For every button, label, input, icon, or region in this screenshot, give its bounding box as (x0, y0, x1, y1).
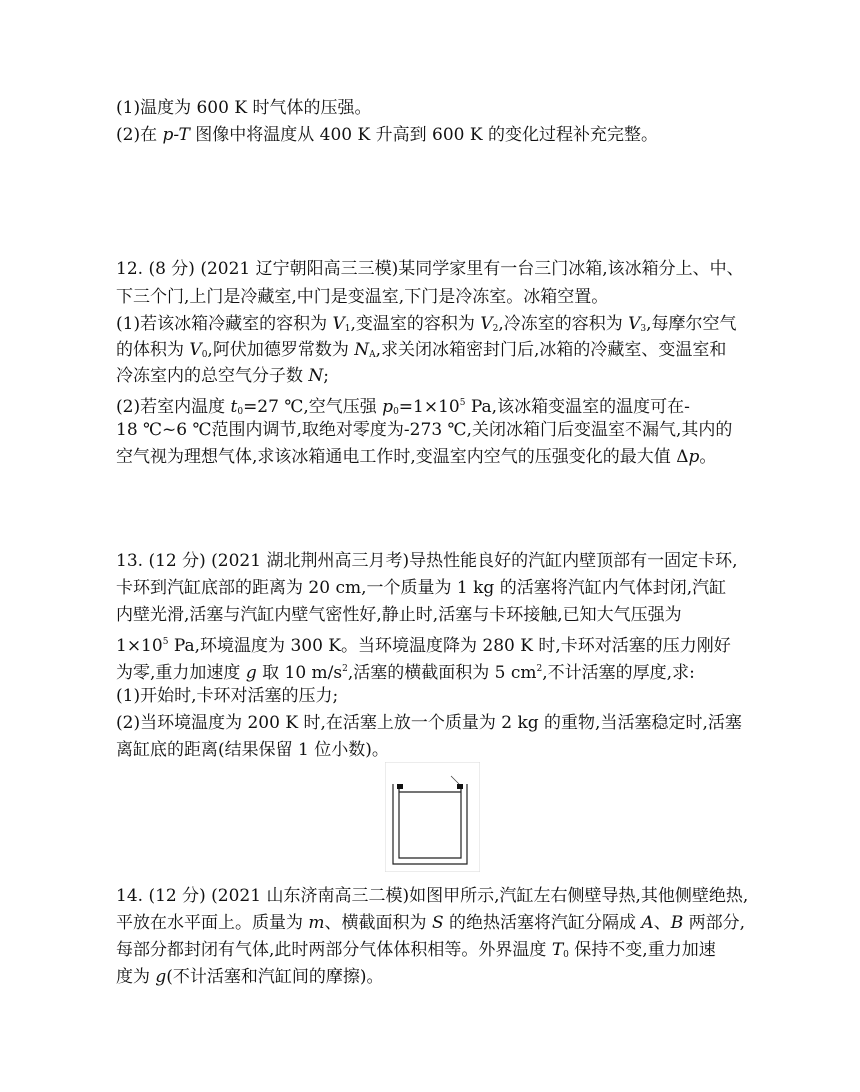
q12-line6-text-b: =27 ℃,空气压强 (243, 397, 383, 417)
var-s: S (431, 913, 444, 933)
retaining-ring-right (457, 784, 463, 789)
q12-line3-text-a: (1)若该冰箱冷藏室的容积为 (116, 314, 333, 334)
exponent-5: 5 (162, 637, 169, 647)
var-v1-sub: 1 (344, 324, 351, 334)
var-g: g (245, 663, 257, 683)
q14-line1 (116, 884, 748, 908)
q14-line3-text-a: 每部分都封闭有气体,此时两部分气体体积相等。外界温度 (116, 940, 552, 960)
var-p0-sub: 0 (393, 407, 399, 417)
q13-line5-text-c: ,活塞的横截面积为 5 cm (347, 663, 537, 683)
var-t0-sub: 0 (237, 407, 244, 417)
q12-line3 (116, 312, 737, 341)
q12-line3-text-b: ,变温室的容积为 (350, 314, 481, 334)
q11-part2-text-b: 图像中将温度从 400 K 升高到 600 K 的变化过程补充完整。 (189, 125, 658, 145)
q12-line2-text: 下三个门,上门是冷藏室,中门是变温室,下门是冷冻室。冰箱空置。 (116, 287, 609, 307)
exponent-2: 2 (536, 664, 543, 674)
q12-line8-text-a: 空气视为理想气体,求该冰箱通电工作时,变温室内空气的压强变化的最大值 Δ (116, 447, 689, 467)
q14-line3-text-b: 保持不变,重力加速 (568, 940, 716, 960)
q12-line6-text-c: =1×10 (398, 397, 460, 417)
q13-line8-text: 离缸底的距离(结果保留 1 位小数)。 (116, 740, 389, 760)
q11-pt-variable: p-T (162, 125, 190, 145)
q12-line4 (116, 338, 726, 367)
q13-line5-text-a: 为零,重力加速度 (116, 663, 246, 683)
var-m: m (308, 913, 325, 933)
q12-line8-text-b: 。 (699, 447, 717, 467)
var-na: N (354, 340, 370, 360)
q12-heading-text: 12. (8 分) (2021 辽宁朝阳高三三模)某同学家里有一台三门冰箱,该冰箱分上、中、 (116, 259, 744, 279)
var-n: N (308, 366, 324, 386)
var-v0-sub: 0 (201, 350, 208, 360)
q12-line7 (116, 418, 732, 442)
q14-line3 (116, 938, 716, 967)
q13-line4-text-b: Pa,环境温度为 300 K。当环境温度降为 280 K 时,卡环对活塞的压力刚好 (168, 636, 731, 656)
q12-line2 (116, 285, 608, 309)
q14-heading-text: 14. (12 分) (2021 山东济南高三二模)如图甲所示,汽缸左右侧壁导热,其他侧壁绝热, (116, 886, 749, 906)
exponent-5: 5 (459, 398, 466, 408)
var-v3: V (628, 314, 641, 334)
q12-line5 (116, 364, 329, 388)
q13-line5-text-d: ,不计活塞的厚度,求: (542, 663, 695, 683)
q13-line7 (116, 711, 742, 735)
q13-line4 (116, 630, 731, 658)
var-v1: V (332, 314, 345, 334)
q11-part2-text-a: (2)在 (116, 125, 163, 145)
q13-line2-text: 卡环到汽缸底部的距离为 20 cm,一个质量为 1 kg 的活塞将汽缸内气体封闭,汽缸 (116, 578, 727, 598)
var-p0: p (382, 397, 394, 417)
q14-line2 (116, 911, 745, 935)
q13-line2 (116, 576, 726, 600)
var-v2: V (480, 314, 493, 334)
q13-part1-text: (1)开始时,卡环对活塞的压力; (116, 686, 339, 706)
q12-line5-text-b: ; (323, 366, 330, 386)
var-t0-kelvin-sub: 0 (563, 950, 569, 960)
q12-line1 (116, 257, 744, 281)
q14-line2-text-d: 、 (653, 913, 671, 933)
q13-line3 (116, 603, 682, 627)
q11-part1 (116, 96, 371, 120)
q12-line4-text-c: ,求关闭冰箱密封门后,冰箱的冷藏室、变温室和 (375, 340, 727, 360)
q14-line2-text-c: 的绝热活塞将汽缸分隔成 (443, 913, 642, 933)
q14-line2-text-e: 两部分, (683, 913, 745, 933)
var-v0: V (189, 340, 202, 360)
q13-part2-text: (2)当环境温度为 200 K 时,在活塞上放一个质量为 2 kg 的重物,当活塞稳定时,活塞 (116, 713, 742, 733)
q12-line6-text-d: Pa,该冰箱变温室的温度可在- (465, 397, 690, 417)
q12-line5-text-a: 冷冻室内的总空气分子数 (116, 366, 309, 386)
q13-line6 (116, 684, 338, 708)
q13-line5 (116, 657, 695, 685)
q11-part2 (116, 123, 658, 147)
q12-line6-text-a: (2)若室内温度 (116, 397, 231, 417)
var-t0-kelvin: T (551, 940, 564, 960)
q13-line4-text-a: 1×10 (116, 636, 163, 656)
q13-line5-text-b: 取 10 m/s (256, 663, 343, 683)
var-v3-sub: 3 (640, 324, 647, 334)
var-b: B (670, 913, 684, 933)
retaining-ring-left (397, 784, 403, 789)
var-a: A (641, 913, 654, 933)
q13-line8 (116, 738, 389, 762)
q13-line1 (116, 549, 737, 573)
q14-line4 (116, 965, 384, 989)
var-g: g (155, 967, 167, 987)
q12-line8 (116, 445, 716, 469)
var-v2-sub: 2 (492, 324, 499, 334)
exponent-2: 2 (342, 664, 348, 674)
q12-line3-text-c: ,冷冻室的容积为 (498, 314, 629, 334)
q11-part1-text: (1)温度为 600 K 时气体的压强。 (116, 98, 372, 118)
q12-line4-text-a: 的体积为 (116, 340, 190, 360)
q12-line7-text: 18 ℃~6 ℃范围内调节,取绝对零度为-273 ℃,关闭冰箱门后变温室不漏气,其内的 (116, 420, 733, 440)
var-na-sub: A (369, 350, 376, 360)
cylinder-diagram (385, 762, 480, 872)
q13-line3-text: 内壁光滑,活塞与汽缸内壁气密性好,静止时,活塞与卡环接触,已知大气压强为 (116, 605, 682, 625)
q12-line3-text-d: ,每摩尔空气 (646, 314, 737, 334)
q14-line4-text-a: 度为 (116, 967, 156, 987)
q13-heading-text: 13. (12 分) (2021 湖北荆州高三月考)导热性能良好的汽缸内壁顶部有一固定卡环, (116, 551, 738, 571)
q14-line2-text-a: 平放在水平面上。质量为 (116, 913, 309, 933)
q12-line4-text-b: ,阿伏加德罗常数为 (207, 340, 355, 360)
q14-line2-text-b: 、横截面积为 (324, 913, 432, 933)
var-t0: t (230, 397, 238, 417)
q14-line4-text-b: (不计活塞和汽缸间的摩擦)。 (166, 967, 384, 987)
var-delta-p: p (688, 447, 700, 467)
